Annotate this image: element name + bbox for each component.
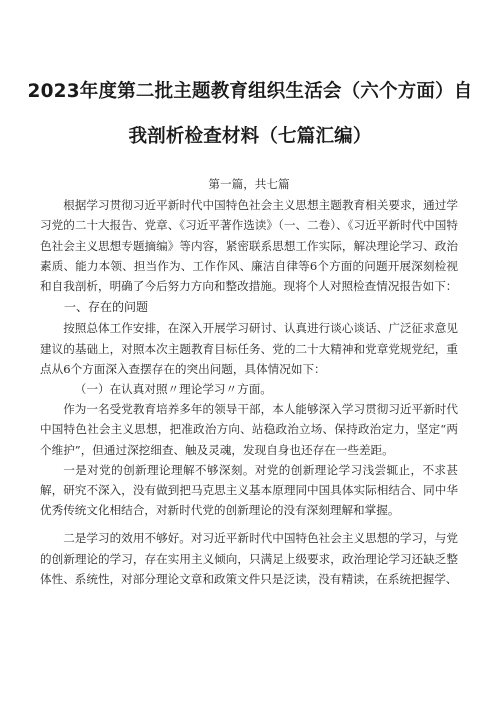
intro-paragraph: 根据学习贯彻习近平新时代中国特色社会主义思想主题教育相关要求，通过学习党的二十大报告、党章、《习近平著作选读》（一、二卷）、《习近平新时代中国特色社会主义思想专题摘编》等内容，紧密联系思想工作实际，解决理论学习、政治素质、能力本领、担当作为、工作作风、廉洁自律等6个方面的问题开展深刻检视和自我剖析，明确了今后努力方向和整改措施。现将个人对照检查情况报告如下： (40, 198, 458, 294)
section-heading-problems: 一、存在的问题 (64, 300, 149, 315)
document-title-line-1: 2023年度第二批主题教育组织生活会（六个方面）自 (27, 81, 473, 102)
document-body (40, 174, 458, 589)
subsection-heading-theory-study: （一）在认真对照〃理论学习〃方面。 (74, 382, 272, 397)
point-two-paragraph: 二是学习的效用不够好。对习近平新时代中国特色社会主义思想的学习，与党的创新理论的学习，存在实用主义倾向，只满足上级要求，政治理论学习还缺乏整体性、系统性，对部分理论文章和政策文件只是泛读，没有精读，在系统把握学、 (40, 531, 458, 586)
section-intro-paragraph: 按照总体工作安排，在深入开展学习研讨、认真进行谈心谈话、广泛征求意见建议的基础上，对照本次主题教育目标任务、党的二十大精神和党章党规党纪，重点从6个方面深入查摆存在的突出问题，具体情况如下： (40, 321, 458, 376)
point-one-paragraph: 一是对党的创新理论理解不够深刻。对党的创新理论学习浅尝辄止，不求甚解，研究不深入，没有做到把马克思主义基本原理同中国具体实际相结合、同中华优秀传统文化相结合，对新时代党的创新理论的没有深刻理解和掌握。 (40, 462, 458, 518)
document-title-line-2: 我剖析检查材料（七篇汇编） (128, 126, 372, 147)
subsection-intro-paragraph: 作为一名受党教育培养多年的领导干部，本人能够深入学习贯彻习近平新时代中国特色社会主义思想，把准政治方向、站稳政治立场、保持政治定力，坚定“两个维护”，但通过深挖细查、触及灵魂，发现自身也还存在一些差距。 (40, 402, 458, 457)
document-subtitle: 第一篇，共七篇 (208, 177, 290, 191)
